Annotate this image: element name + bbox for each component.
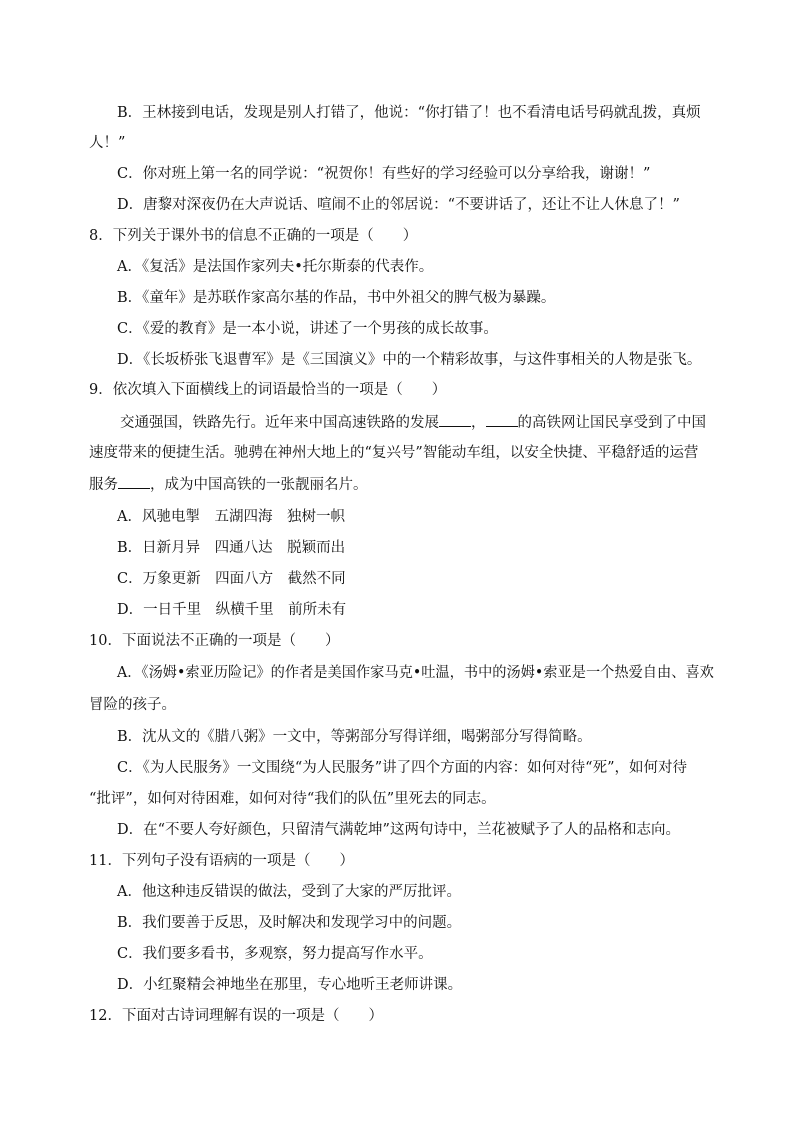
q9-passage-text: ，成为中国高铁的一张靓丽名片。 bbox=[150, 477, 368, 493]
q9-stem: 9．依次填入下面横线上的词语最恰当的一项是（ ） bbox=[89, 382, 447, 398]
q10-option-c-line1: C．《为人民服务》一文围绕“为人民服务”讲了四个方面的内容：如何对待“死”，如何对待 bbox=[117, 760, 687, 776]
fill-blank-3 bbox=[118, 474, 150, 489]
q7-option-b-line1: B．王林接到电话，发现是别人打错了，他说：“你打错了！也不看清电话号码就乱拨，真烦 bbox=[117, 105, 701, 121]
q10-stem: 10．下面说法不正确的一项是（ ） bbox=[89, 633, 340, 649]
q10-option-a-line1: A．《汤姆•索亚历险记》的作者是美国作家马克•吐温，书中的汤姆•索亚是一个热爱自由、喜欢 bbox=[117, 665, 714, 681]
q9-passage-text: 的高铁网让国民享受到了中国 bbox=[517, 415, 706, 431]
fill-blank-1 bbox=[439, 412, 471, 427]
q10-option-b: B．沈从文的《腊八粥》一文中，等粥部分写得详细，喝粥部分写得简略。 bbox=[117, 729, 592, 745]
q8-option-a: A．《复活》是法国作家列夫•托尔斯泰的代表作。 bbox=[117, 259, 434, 275]
q9-passage-text: 服务 bbox=[89, 477, 118, 493]
fill-blank-2 bbox=[486, 412, 518, 427]
q7-option-c: C．你对班上第一名的同学说：“祝贺你！有些好的学习经验可以分享给我，谢谢！” bbox=[117, 166, 651, 182]
q11-option-b: B．我们要善于反思，及时解决和发现学习中的问题。 bbox=[117, 915, 462, 931]
q9-option-c: C．万象更新 四面八方 截然不同 bbox=[117, 571, 346, 587]
q8-option-c: C．《爱的教育》是一本小说，讲述了一个男孩的成长故事。 bbox=[117, 321, 498, 337]
q9-passage-line1 bbox=[120, 412, 706, 433]
q9-passage-text: 交通强国，铁路先行。近年来中国高速铁路的发展 bbox=[120, 415, 439, 431]
q12-stem: 12．下面对古诗词理解有误的一项是（ ） bbox=[89, 1008, 383, 1024]
q10-option-c-line2: “批评”，如何对待困难，如何对待“我们的队伍”里死去的同志。 bbox=[89, 791, 496, 807]
q11-stem: 11．下列句子没有语病的一项是（ ） bbox=[89, 853, 354, 869]
q9-passage-line3 bbox=[89, 474, 368, 495]
q8-option-b: B．《童年》是苏联作家高尔基的作品，书中外祖父的脾气极为暴躁。 bbox=[117, 290, 556, 306]
q9-passage-line2: 速度带来的便捷生活。驰骋在神州大地上的“复兴号”智能动车组，以安全快捷、平稳舒适的运营 bbox=[89, 445, 699, 461]
q9-option-a: A．风驰电掣 五湖四海 独树一帜 bbox=[117, 509, 345, 525]
q10-option-d: D．在“不要人夸好颜色，只留清气满乾坤”这两句诗中，兰花被赋予了人的品格和志向。 bbox=[117, 822, 680, 838]
q10-option-a-line2: 冒险的孩子。 bbox=[89, 697, 176, 713]
q11-option-c: C．我们要多看书，多观察，努力提高写作水平。 bbox=[117, 946, 433, 962]
q9-passage-text: ， bbox=[471, 415, 486, 431]
q9-option-b: B．日新月异 四通八达 脱颖而出 bbox=[117, 540, 346, 556]
q8-option-d: D．《长坂桥张飞退曹军》是《三国演义》中的一个精彩故事，与这件事相关的人物是张飞。 bbox=[117, 352, 702, 368]
q7-option-d: D．唐黎对深夜仍在大声说话、喧闹不止的邻居说：“不要讲话了，还让不让人休息了！” bbox=[117, 197, 680, 213]
q11-option-a: A．他这种违反错误的做法，受到了大家的严厉批评。 bbox=[117, 884, 461, 900]
q7-option-b-line2: 人！” bbox=[89, 135, 126, 151]
q8-stem: 8．下列关于课外书的信息不正确的一项是（ ） bbox=[89, 228, 418, 244]
q11-option-d: D．小红聚精会神地坐在那里，专心地听王老师讲课。 bbox=[117, 977, 463, 993]
q9-option-d: D．一日千里 纵横千里 前所未有 bbox=[117, 602, 347, 618]
